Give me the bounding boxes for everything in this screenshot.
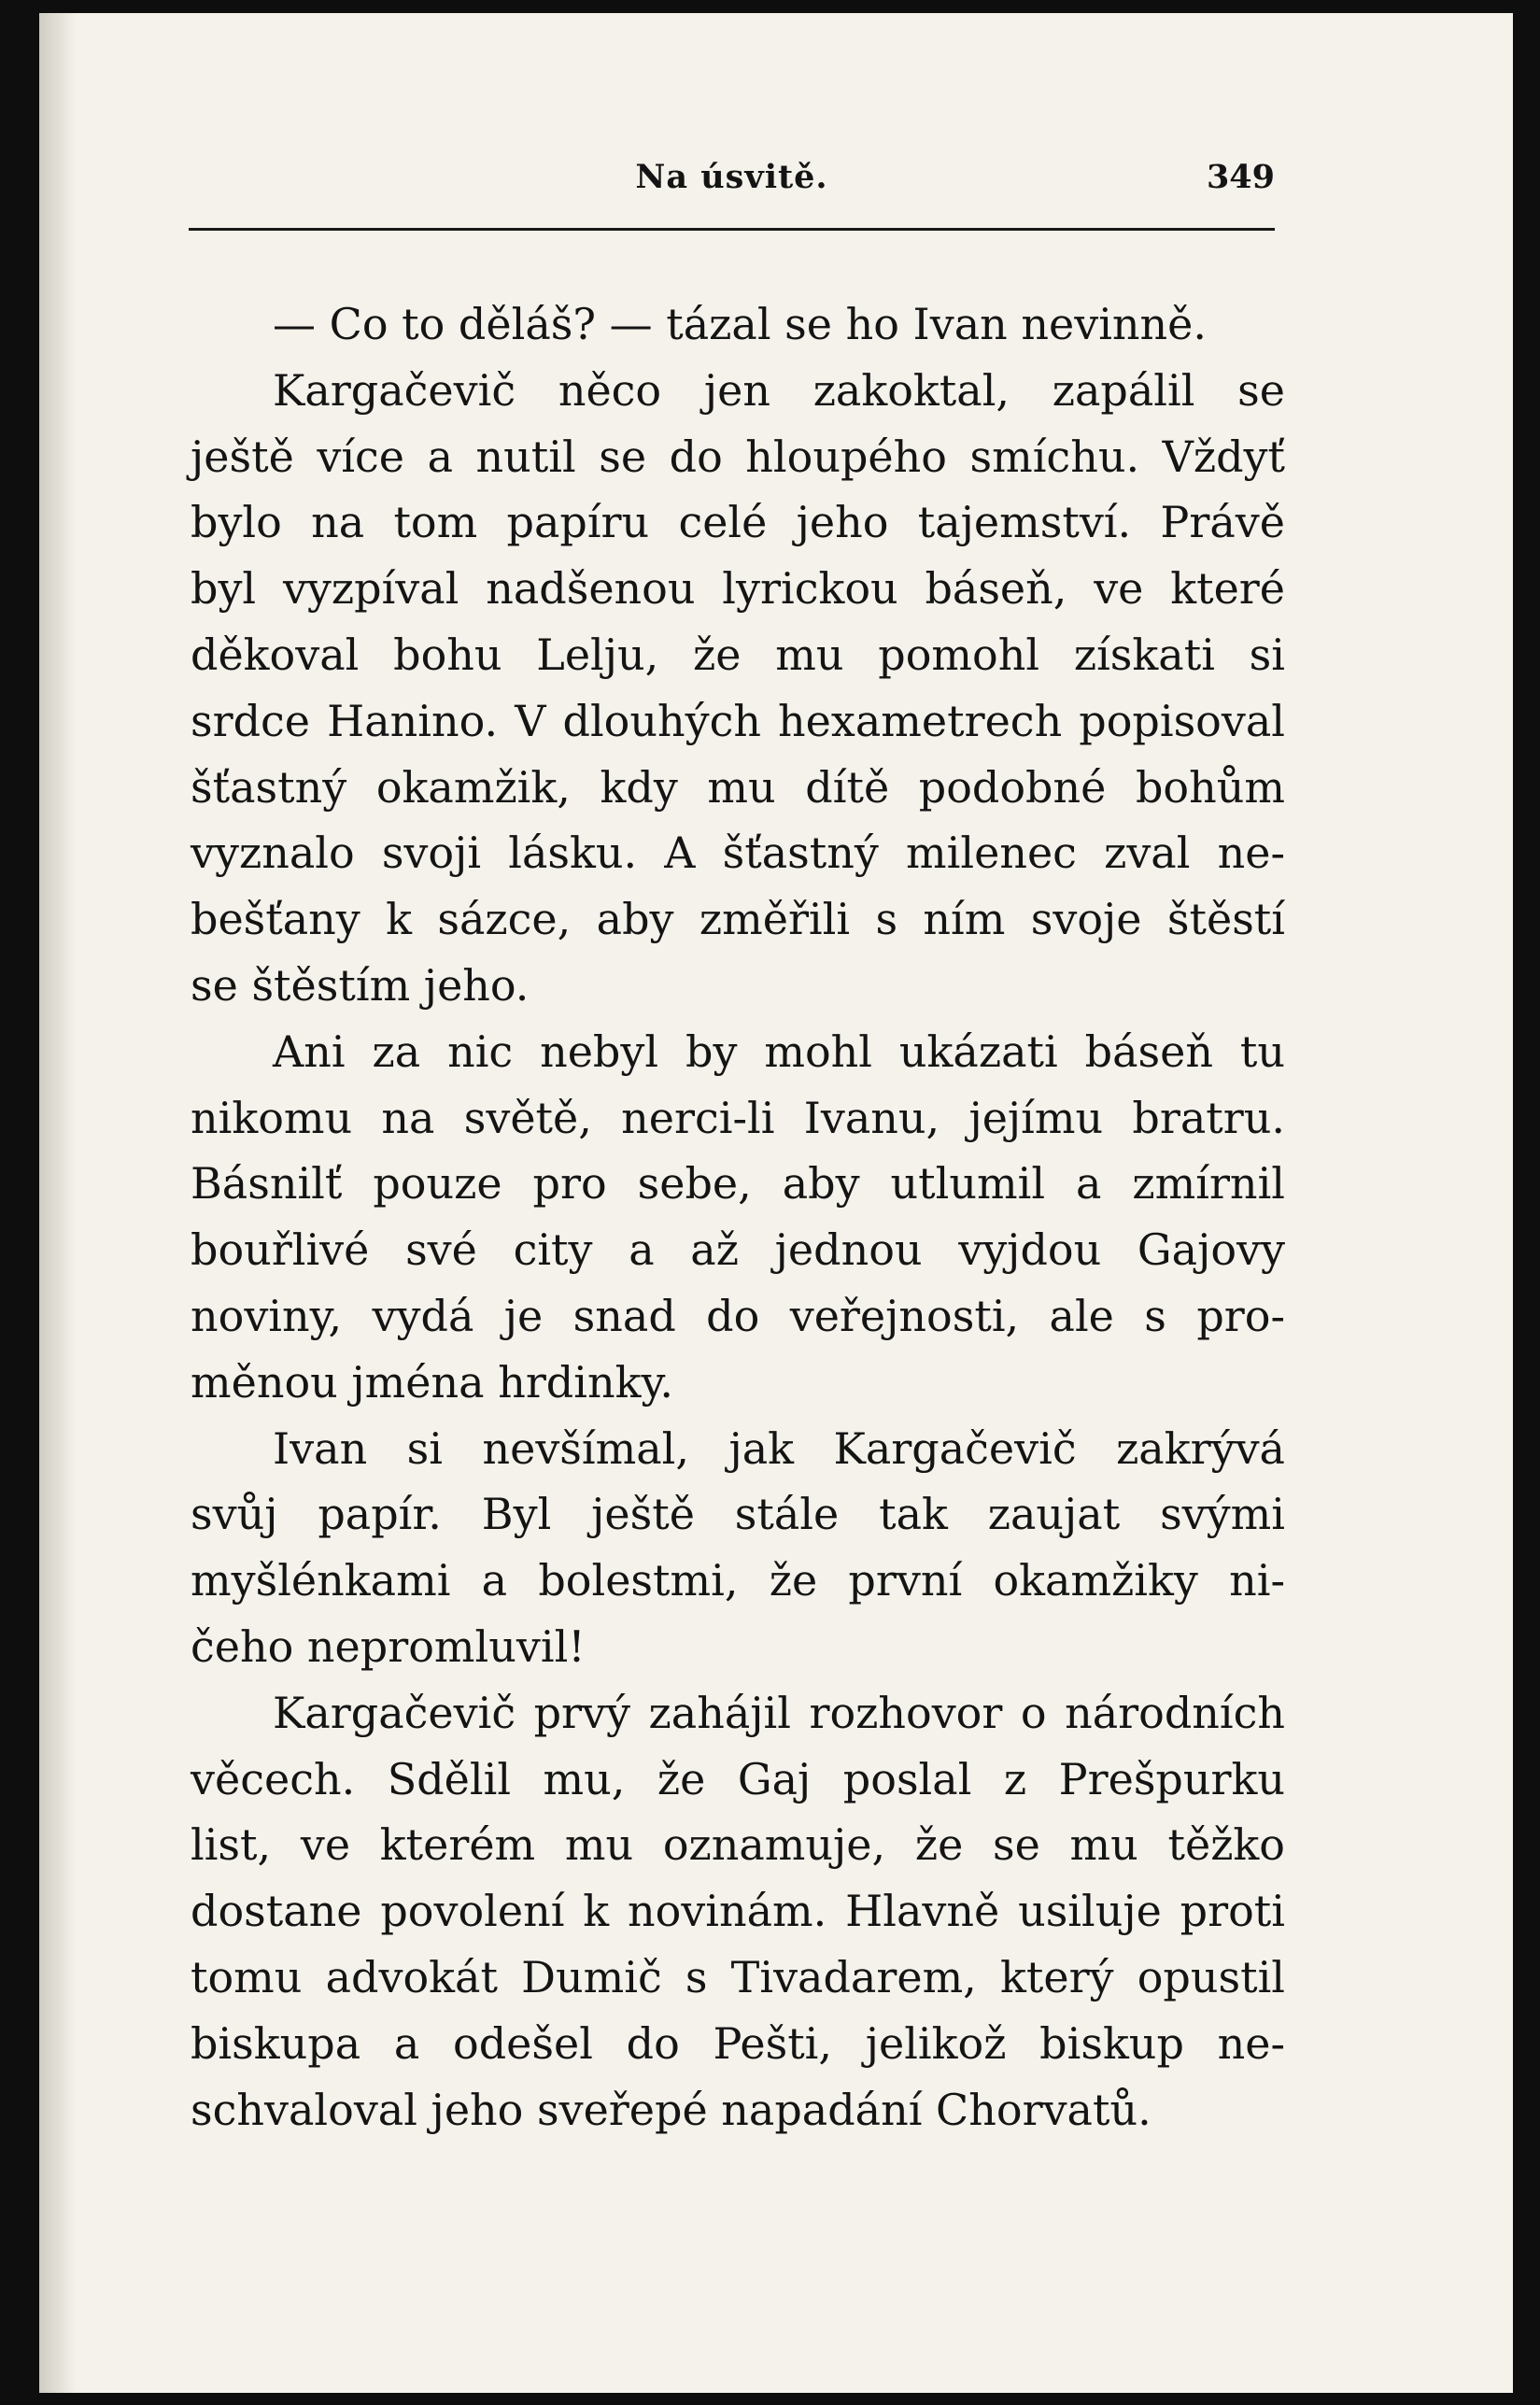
book-page — [39, 13, 1513, 2393]
page-header — [189, 158, 1275, 205]
text-line: schvaloval jeho sveřepé napadání Chorvatů. — [191, 2084, 1151, 2135]
text-line: noviny, vydá je snad do veřejnosti, ale s pro- — [191, 1290, 1285, 1341]
text-line: — Co to děláš? — tázal se ho Ivan nevinně. — [273, 299, 1208, 349]
text-line: tomu advokát Dumič s Tivadarem, který opustil — [191, 1951, 1285, 2002]
text-line: Ivan si nevšímal, jak Kargačevič zakrývá — [273, 1422, 1285, 1474]
page-number: 349 — [1206, 158, 1275, 196]
text-line: se štěstím jeho. — [191, 959, 530, 1011]
spine-shadow — [39, 13, 77, 2393]
text-line: čeho nepromluvil! — [191, 1620, 586, 1672]
text-line: dostane povolení k novinám. Hlavně usiluje proti — [191, 1886, 1285, 1937]
text-line: Ani za nic nebyl by mohl ukázati báseň tu — [273, 1026, 1285, 1077]
header-rule — [189, 228, 1275, 231]
text-line: měnou jména hrdinky. — [191, 1356, 673, 1408]
text-line: bouřlivé své city a až jednou vyjdou Gajovy — [191, 1224, 1285, 1276]
text-line: srdce Hanino. V dlouhých hexametrech popisoval — [191, 695, 1285, 746]
text-line: bylo na tom papíru celé jeho tajemství. Právě — [191, 497, 1285, 548]
text-line: šťastný okamžik, kdy mu dítě podobné bohům — [191, 761, 1285, 813]
text-line: svůj papír. Byl ještě stále tak zaujat svými — [191, 1489, 1285, 1540]
text-line: Kargačevič prvý zahájil rozhovor o národních — [273, 1687, 1285, 1738]
text-line: byl vyzpíval nadšenou lyrickou báseň, ve které — [191, 563, 1285, 615]
text-line: myšlénkami a bolestmi, že první okamžiky ni- — [191, 1555, 1285, 1606]
text-line: nikomu na světě, nerci-li Ivanu, jejímu bratru. — [191, 1092, 1285, 1143]
text-line: biskupa a odešel do Pešti, jelikož biskup ne- — [191, 2017, 1285, 2069]
text-line: ještě více a nutil se do hloupého smíchu. Vždyť — [191, 431, 1285, 482]
text-line: bešťany k sázce, aby změřili s ním svoje štěstí — [191, 894, 1285, 945]
text-line: list, ve kterém mu oznamuje, že se mu těžko — [191, 1819, 1285, 1871]
text-line: Básnilť pouze pro sebe, aby utlumil a zmírnil — [191, 1158, 1285, 1210]
body-text — [191, 291, 1285, 2143]
running-title: Na úsvitě. — [635, 158, 828, 196]
text-line: věcech. Sdělil mu, že Gaj poslal z Prešpurku — [191, 1753, 1285, 1804]
text-line: děkoval bohu Lelju, že mu pomohl získati si — [191, 629, 1285, 680]
text-line: vyznalo svoji lásku. A šťastný milenec zval ne- — [191, 828, 1285, 879]
text-line: Kargačevič něco jen zakoktal, zapálil se — [273, 364, 1285, 416]
